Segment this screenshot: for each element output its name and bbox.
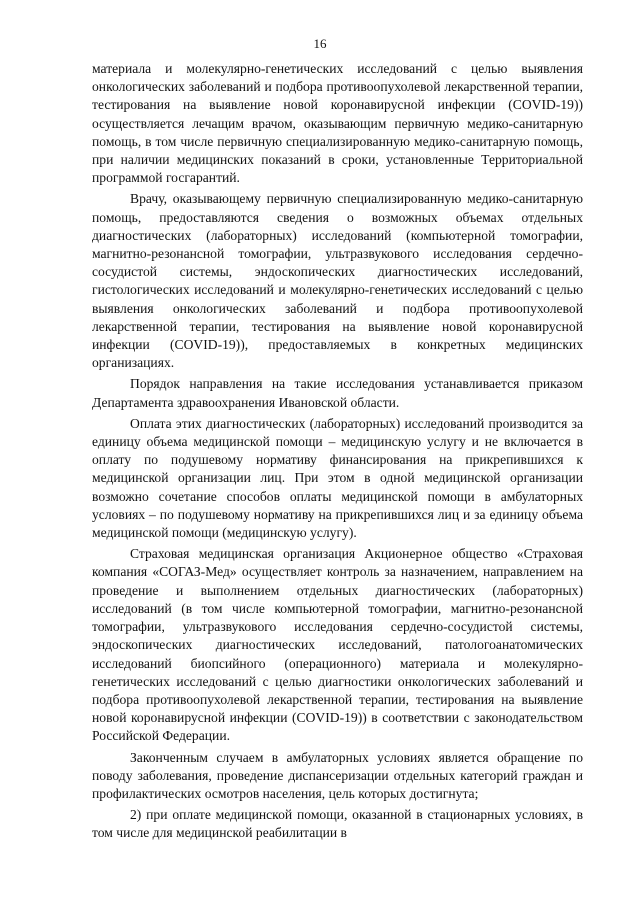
paragraph-referral-procedure: Порядок направления на такие исследования устанавливается приказом Департамента здравоохранения Ивановской области. (92, 376, 583, 410)
paragraph-insurance-control: Страховая медицинская организация Акционерное общество «Страховая компания «СОГАЗ-Мед» осуществляет контроль за назначением, направлением на проведение и выполнением отдельных диагностических (лабораторных) исследований (в том числе компьютерной томографии, магнитно-резонансной томографии, ультразвукового исследования сердечно-сосудистой системы, эндоскопических диагностических исследований, патологоанатомических исследований биопсийного (операционного) материала и молекулярно-генетических исследований с целью диагностики онкологических заболеваний и подбора противоопухолевой лекарственной терапии, тестирования на выявление новой коронавирусной инфекции (COVID-19)) в соответствии с законодательством Российской Федерации. (92, 546, 583, 744)
document-body (92, 60, 583, 843)
paragraph-inpatient-payment: 2) при оплате медицинской помощи, оказанной в стационарных условиях, в том числе для медицинской реабилитации в (92, 807, 583, 841)
paragraph-payment: Оплата этих диагностических (лабораторных) исследований производится за единицу объема медицинской помощи – медицинскую услугу и не включается в оплату по подушевому нормативу финансирования на прикрепившихся к медицинской организации лиц. При этом в одной медицинской организации возможно сочетание способов оплаты медицинской помощи в амбулаторных условиях – по подушевому нормативу на прикрепившихся лиц и за единицу объема медицинской помощи (медицинскую услугу). (92, 415, 583, 541)
paragraph-continuation: материала и молекулярно-генетических исследований с целью выявления онкологических заболеваний и подбора противоопухолевой лекарственной терапии, тестирования на выявление новой коронавирусной инфекции (COVID-19)) осуществляется лечащим врачом, оказывающим первичную медико-санитарную помощь, в том числе первичную специализированную медико-санитарную помощь, при наличии медицинских показаний в сроки, установленные Территориальной программой госгарантий. (92, 61, 583, 186)
paragraph-completed-case: Законченным случаем в амбулаторных условиях является обращение по поводу заболевания, проведение диспансеризации отдельных категорий граждан и профилактических осмотров населения, цель которых достигнута; (92, 749, 583, 801)
page-number: 16 (313, 36, 327, 51)
paragraph-doctor-information: Врачу, оказывающему первичную специализированную медико-санитарную помощь, предоставляются сведения о возможных объемах отдельных диагностических (лабораторных) исследований (компьютерной томографии, магнитно-резонансной томографии, ультразвукового исследования сердечно-сосудистой системы, эндоскопических диагностических исследований, гистологических исследований и молекулярно-генетических исследований с целью выявления онкологических заболеваний и подбора противоопухолевой лекарственной терапии, тестирования на выявление новой коронавирусной инфекции (COVID-19)), предоставляемых в конкретных медицинских организациях. (92, 191, 583, 371)
